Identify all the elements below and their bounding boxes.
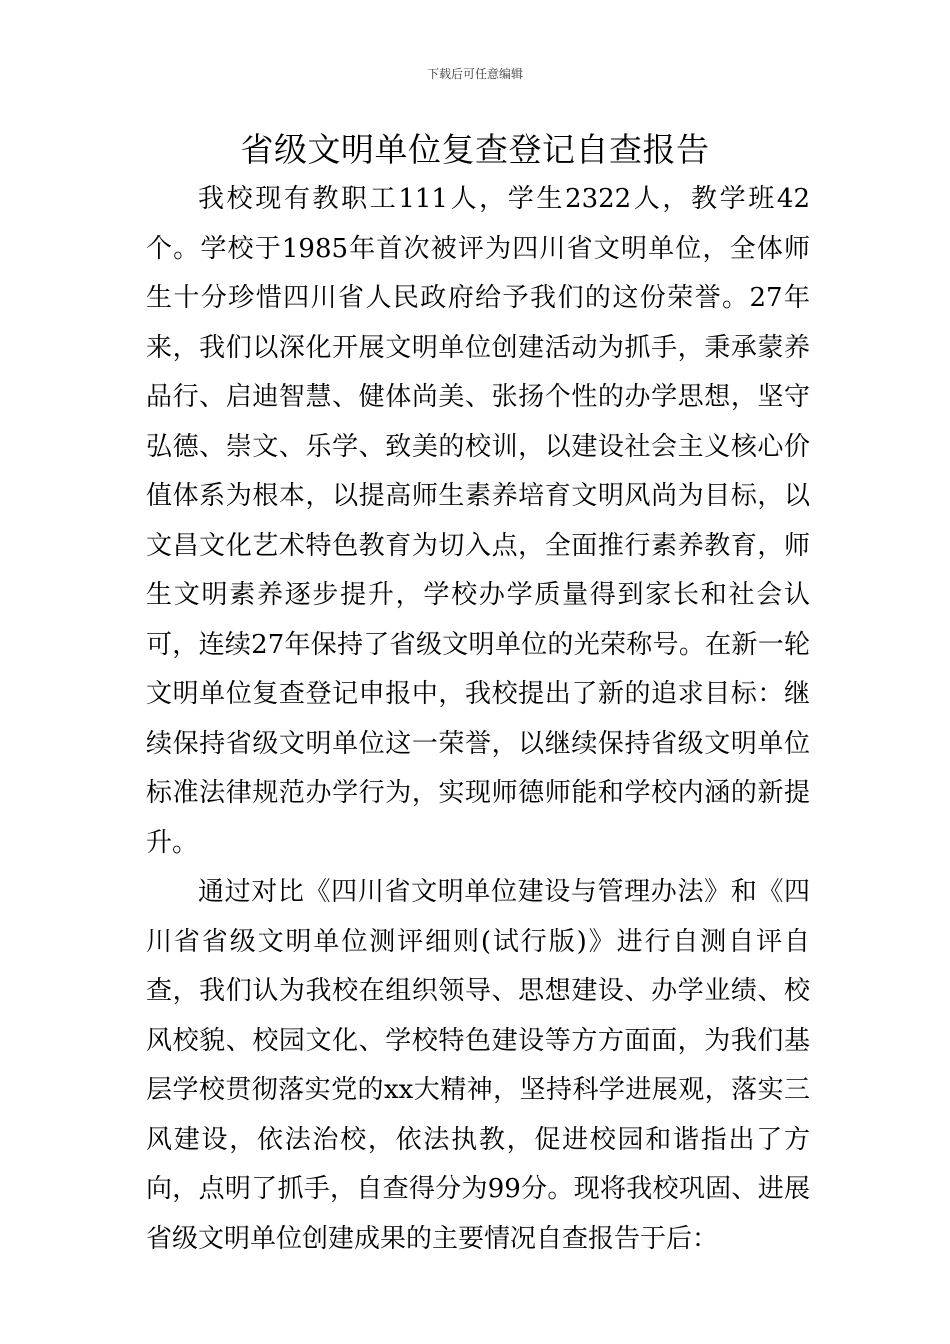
header-note: 下载后可任意编辑 — [426, 67, 523, 81]
paragraph-1: 我校现有教职工111人，学生2322人，教学班42个。学校于1985年首次被评为四川省文明单位，全体师生十分珍惜四川省人民政府给予我们的这份荣誉。27年来，我们以深化开展文明单位创建活动为抓手，秉承蒙养品行、启迪智慧、健体尚美、张扬个性的办学思想，坚守弘德、崇文、乐学、致美的校训，以建设社会主义核心价值体系为根本，以提高师生素养培育文明风尚为目标，以文昌文化艺术特色教育为切入点，全面推行素养教育，师生文明素养逐步提升，学校办学质量得到家长和社会认可，连续27年保持了省级文明单位的光荣称号。在新一轮文明单位复查登记申报中，我校提出了新的追求目标：继续保持省级文明单位这一荣誉，以继续保持省级文明单位标准法律规范办学行为，实现师德师能和学校内涵的新提升。 — [146, 184, 810, 858]
paragraph-2: 通过对比《四川省文明单位建设与管理办法》和《四川省省级文明单位测评细则(试行版)》进行自测自评自查，我们认为我校在组织领导、思想建设、办学业绩、校风校貌、校园文化、学校特色建设等方方面面，为我们基层学校贯彻落实党的xx大精神，坚持科学进展观，落实三风建设，依法治校，依法执教，促进校园和谐指出了方向，点明了抓手，自查得分为99分。现将我校巩固、进展省级文明单位创建成果的主要情况自查报告于后： — [146, 877, 810, 1254]
page-title: 省级文明单位复查登记自查报告 — [240, 130, 710, 169]
body-text — [146, 175, 810, 1264]
